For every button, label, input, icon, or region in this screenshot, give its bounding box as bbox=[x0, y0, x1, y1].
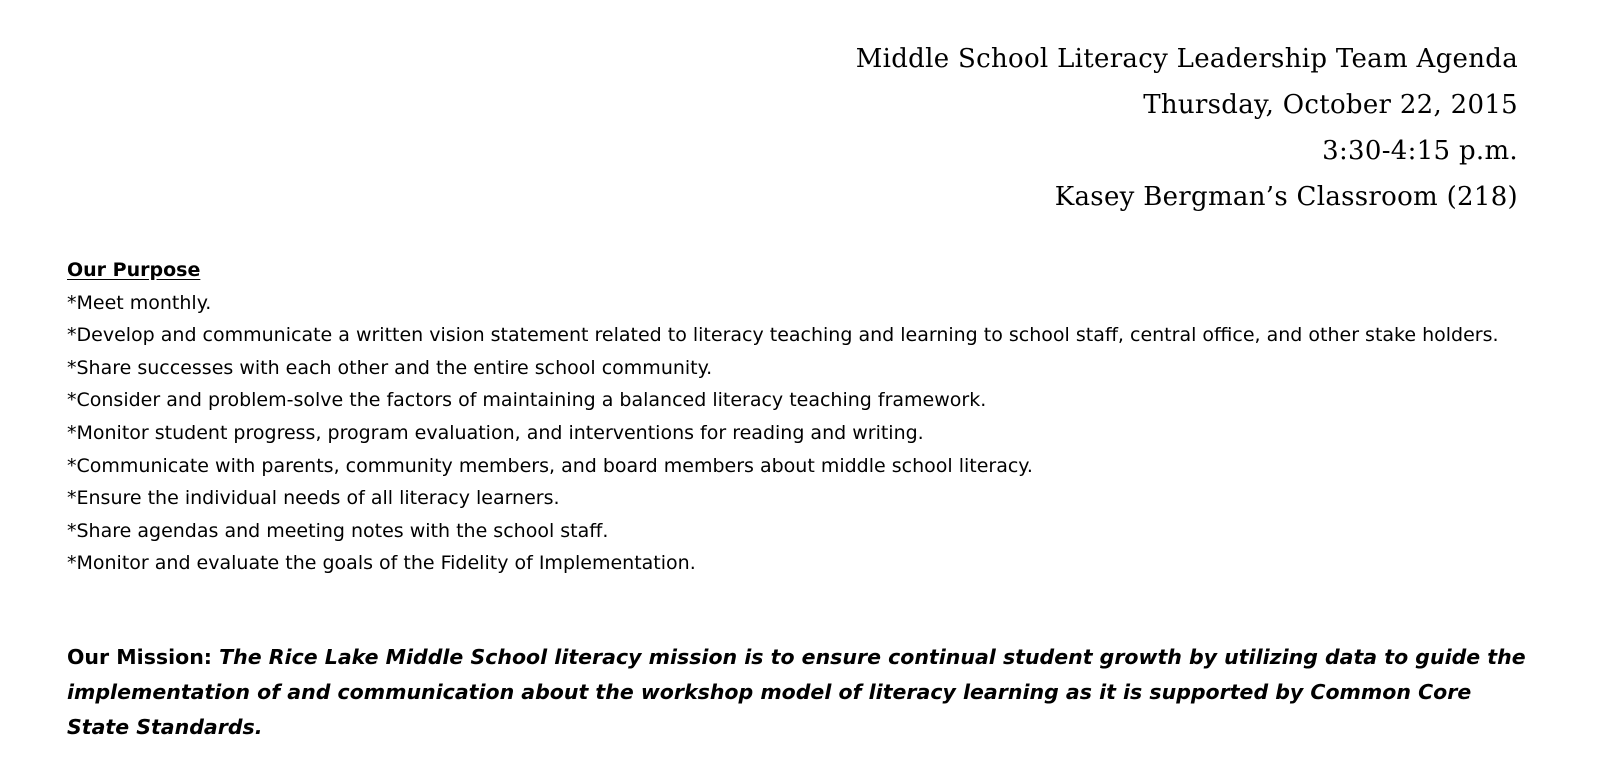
purpose-item-individual-needs: *Ensure the individual needs of all literacy learners. bbox=[67, 487, 560, 510]
mission-label: Our Mission: bbox=[67, 645, 220, 669]
purpose-item-problem-solve: *Consider and problem-solve the factors of maintaining a balanced literacy teaching framework. bbox=[67, 389, 987, 412]
purpose-list bbox=[67, 287, 1537, 580]
purpose-item-vision-statement: *Develop and communicate a written vision statement related to literacy teaching and learning to school staff, central office, and other stake holders. bbox=[67, 324, 1499, 347]
purpose-item-fidelity-goals: *Monitor and evaluate the goals of the Fidelity of Implementation. bbox=[67, 552, 696, 575]
purpose-item-share-agendas: *Share agendas and meeting notes with the school staff. bbox=[67, 519, 609, 542]
purpose-item-meet-monthly: *Meet monthly. bbox=[67, 291, 212, 314]
agenda-header bbox=[856, 36, 1518, 220]
agenda-location: Kasey Bergman’s Classroom (218) bbox=[1054, 182, 1518, 212]
purpose-item-share-successes: *Share successes with each other and the entire school community. bbox=[67, 356, 713, 379]
mission-section bbox=[67, 640, 1537, 745]
agenda-date: Thursday, October 22, 2015 bbox=[1143, 90, 1518, 120]
purpose-item-monitor-progress: *Monitor student progress, program evaluation, and interventions for reading and writing. bbox=[67, 421, 924, 444]
mission-statement: The Rice Lake Middle School literacy mission is to ensure continual student growth by utilizing data to guide the implementation of and communication about the workshop model of literacy learning as it is supported by Common Core State Standards. bbox=[67, 645, 1526, 739]
agenda-time: 3:30-4:15 p.m. bbox=[1322, 136, 1518, 166]
agenda-title: Middle School Literacy Leadership Team Agenda bbox=[855, 44, 1518, 74]
purpose-item-communicate-parents: *Communicate with parents, community members, and board members about middle school literacy. bbox=[67, 454, 1033, 477]
purpose-section bbox=[67, 254, 1537, 580]
purpose-heading: Our Purpose bbox=[67, 259, 201, 281]
